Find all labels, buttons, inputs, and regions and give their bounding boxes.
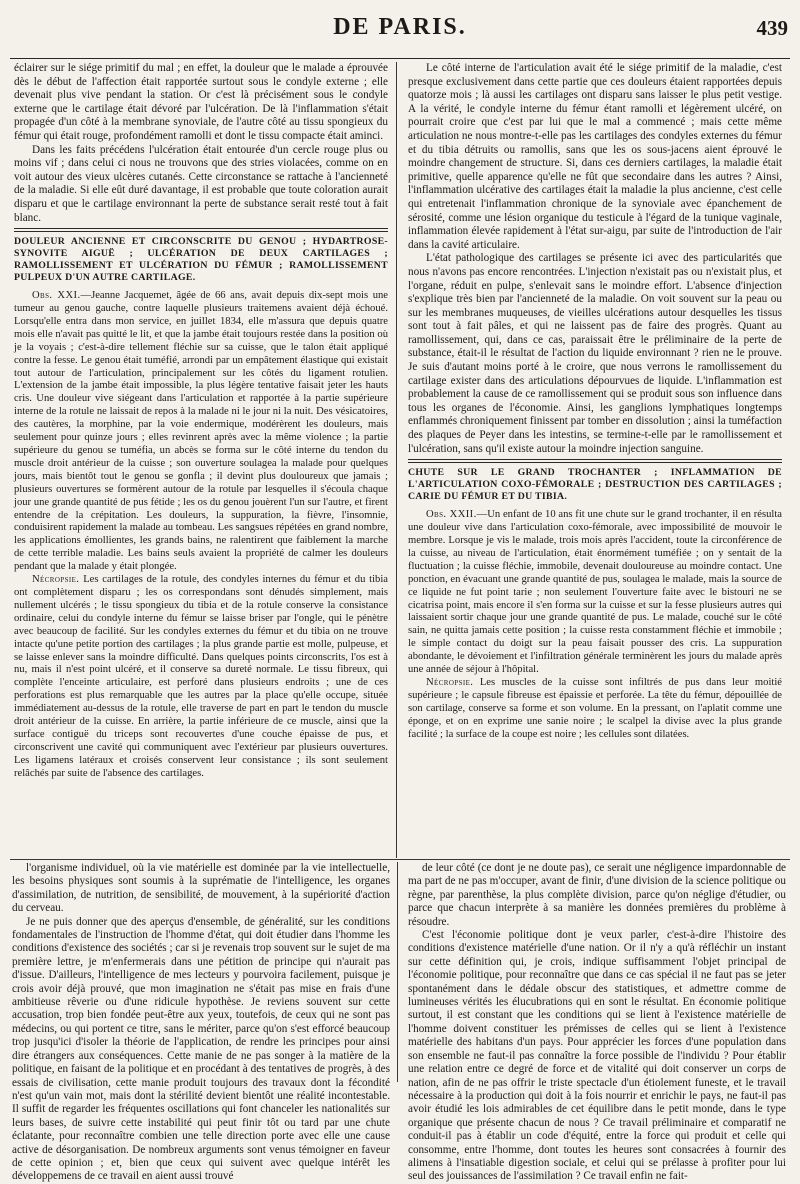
section-divider xyxy=(14,228,388,232)
left-paragraph-1: éclairer sur le siége primitif du mal ; en effet, la douleur que le malade a éprouvée dès le début de l'affection était rapportée surtout sous le condyle externe ; elle devenait plus vive pendant la station. Or c'est là précisément sous le condyle externe que le cartilage était dévoré par l'ulcération. De là l'inflammation s'était propagée d'un côté à la membrane synoviale, de l'autre côté au tissu spongieux du fémur qui était rouge, profondément ramolli et dont le tissu compacte était aminci. xyxy=(14,62,388,142)
section-divider xyxy=(408,459,782,463)
right-paragraph-1: Le côté interne de l'articulation avait été le siége primitif de la maladie, c'est presque exclusivement dans cette partie que ces douleurs étaient rapportées depuis quatorze mois ; là aussi les cartilages ont disparu sans laisser le plus petit vestige. A la vérité, le condyle interne du fémur étant ramolli et légèrement ulcéré, on pourrait croire que c'est par lui que le mal a commencé ; mais cette même articulation ne nous montre-t-elle pas les cartilages des condyles externes du fémur et du tibia détruits ou ramollis, sans que les os sous-jacens aient éprouvé le moindre changement de structure. Si, dans ces derniers cartilages, la maladie était primitive, quelle apparence qu'elle ne fût que secondaire dans les autres ? Ainsi, l'inflammation ulcérative des cartilages était la maladie la plus ancienne, c'est celle qui entretenait l'inflammation chronique de la synoviale avec épanchement de sérosité, comme une lésion organique du testicule à l'égard de la tunique vaginale, inflammation élevée rapidement à l'état sur-aigu, par suite de l'introduction de l'air dans la cavité articulaire. xyxy=(408,62,782,251)
left-column xyxy=(14,62,388,860)
right-column xyxy=(408,62,782,860)
page-number: 439 xyxy=(756,16,788,40)
feuilleton-left-paragraph-2: Je ne puis donner que des aperçus d'ensemble, de généralité, sur les conditions fondamentales de l'instruction de l'homme d'état, qui doit étudier dans l'homme les conditions d'existence des sociétés ; car si je revenais trop souvent sur le sujet de ma première lettre, je m'enfermerais dans une pétition de principe qui n'aurait pas d'issue. D'ailleurs, l'intelligence de mes lecteurs y pourvoira facilement, puisque je crois avoir déjà prouvé, que mon imagination ne s'était pas mise en frais d'une ambitieuse rêverie ou d'une ridicule hypothèse. Je reviens souvent sur cette accusation, trop bien fondée peut-être aux yeux, toutefois, de ceux qui ne sont pas médecins, ou qui portent ce titre, sans le mériter, parce qu'on s'est efforcé beaucoup trop jusqu'ici d'isoler la théorie de l'application, de rendre les principes pour ainsi dire étrangers aux conséquences. Cette manie de ne pas songer à la matière de la politique, en faisant de la politique et en procédant à des tentatives de progrès, à des essais de civilisation, cette manie produit toujours des travaux dont la fécondité n'est qu'un vain mot, mais dont la stérilité devient bientôt une réalité incontestable. Il suffit de regarder les fréquentes oscillations qui font chanceler les nationalités sur leurs bases, de suivre cette instabilité qui peut finir tôt ou tard par une chute éclatante, pour reconnaître combien une telle direction porte avec elle une cause active de désorganisation. De nombreux arguments sont venus témoigner en faveur de cette opinion ; et, bien que ceux qui suivent avec quelque intérêt les développemens de ce travail en aient aussi trouvé xyxy=(12,915,390,1183)
necropsie-label: Nécropsie. xyxy=(426,677,474,688)
page-header xyxy=(0,14,800,54)
masthead: DE PARIS. xyxy=(333,14,467,40)
feuilleton-rule xyxy=(10,859,790,860)
column-separator xyxy=(396,62,397,858)
feuilleton-left-column xyxy=(12,862,390,1183)
right-paragraph-2: L'état pathologique des cartilages se présente ici avec des particularités que nous n'avons pas encore rencontrées. L'injection n'existait pas ou n'existait plus, et l'organe, réduit en pulpe, s'enlevait sans le moindre effort. L'absence d'injection s'explique très bien par l'ancienneté de la maladie. On voit souvent sur la peau ou sur les membranes muqueuses, de vieilles ulcérations autour desquelles les tissus sont tout à fait pâles, et qui ne laissent pas de faire des progrès. Quant au ramollissement, qui, dans ce cas, paraissait être le préliminaire de la perte de substance, était-il le résultat de l'action du liquide environnant ? rien ne le prouve. Je suis d'autant moins porté à le croire, que nous verrons le ramollissement du cartilage exister dans des articulations dépourvues de liquide. L'inflammation est probablement la cause de ce ramollissement qui se produit sous son influence dans tous les organes de l'économie. Ainsi, les ganglions lymphatiques longtemps enflammés chroniquement finissent par tomber en dissolution ; ainsi la tuméfaction des plaques de Peyer dans les intestins, se termine-t-elle par le ramollissement et l'ulcération, sans qu'il existe autour la moindre injection sanguine. xyxy=(408,252,782,455)
obs-22-label: Obs. XXII. xyxy=(426,509,477,521)
obs-21-text: —Jeanne Jacquemet, âgée de 66 ans, avait depuis dix-sept mois une tumeur au genou gauche, contre laquelle plusieurs traitemens avaient déjà échoué. Lorsqu'elle entra dans mon service, en juillet 1834, elle m'assura que depuis quatre mois elle n'avait pas quitté le lit, et que la jambe était toujours restée dans la position où je la voyais ; c'est-à-dire tellement fléchie sur sa cuisse, que le talon était appliqué contre la fesse. Le genou était tuméfié, arrondi par un empâtement élastique qui existait tout autour de l'articulation, principalement sur les côtés du ligament rotulien. L'extension de la jambe était impossible, la plus légère tentative faisait jeter les hauts cris. Une douleur vive siégeant dans l'articulation et rapportée à la partie supérieure interne de la rotule ne laissait de repos à la malade ni le jour ni la nuit. Des vésicatoires, des cautères, la morphine, par la voie endermique, modérèrent les douleurs, mais seulement pour quinze jours ; elles revinrent après avec la même violence ; la partie supérieure du genou se tuméfia, un abcès se forma sur le côté interne du tendon du muscle droit antérieur de la cuisse ; son ouverture soulagea la malade pour quelques jours, mais bientôt tout le genou se gonfla ; il devint plus douloureux que jamais ; plusieurs ouvertures se formèrent autour de la rotule par lesquelles il s'écoula chaque jour une grande quantité de pus fétide ; les os du genou jouèrent l'un sur l'autre, et firent entendre de la crépitation. Les douleurs, la suppuration, la fièvre, l'insomnie, conduisirent rapidement la malade au tombeau. Les sangsues répétées en grand nombre, les applications émollientes, les grands bains, ne ralentirent que faiblement la marche de cette terrible maladie. Les bains seuls avaient la propriété de calmer les douleurs pendant que la malade y était plongée. xyxy=(14,290,388,573)
feuilleton-right-column xyxy=(408,862,786,1183)
header-rule xyxy=(10,58,790,59)
feuilleton-right-paragraph-1: de leur côté (ce dont je ne doute pas), ce serait une négligence impardonnable de ma part de ne pas m'occuper, avant de finir, d'une division de la science politique ou règne, par parenthèse, la plus complète division, parce qu'on néglige d'étudier, ou parce que chacun interprète à sa manière les données premières du problème à résoudre. xyxy=(408,862,786,928)
left-paragraph-2: Dans les faits précédens l'ulcération était entourée d'un cercle rouge plus ou moins vif ; dans celui ci nous ne trouvons que des stries violacées, comme on en voit autour des vieux ulcères cutanés. Cette circonstance se rattache à l'ancienneté de la maladie. Si elle eût duré davantage, il est probable que toute coloration aurait disparu et que le cartilage environnant la perte de substance serait resté tout à fait blanc. xyxy=(14,143,388,224)
obs-21-label: Obs. XXI. xyxy=(32,290,81,302)
necropsie-text: Les cartilages de la rotule, des condyles internes du fémur et du tibia ont complètement disparu ; les os correspondans sont dénudés simplement, mais nullement ulcérés ; le tissu spongieux du tibia et de la rotule conserve la consistance ordinaire, celui du condyle interne du fémur se laisse briser par l'ongle, qui le pénètre avec beaucoup de facilité. Sur les condyles externes du fémur et du tibia on ne trouve intacte qu'une petite portion des cartilages ; la plus grande partie est molle, pulpeuse, et se laisse enlever sans la moindre difficulté. Dans quelques points circonscrits, l'os est à nu, mais il n'est point ulcéré, et il conserve sa dureté normale. Le tissu fibreux, qui complète l'enceinte articulaire, est perforé dans plusieurs endroits ; une de ces perforations est plus remarquable que les autres par la place qu'elle occupe, située immédiatement au-dessus de la rotule, elle traverse de part en part le tendon du muscle droit antérieur de la cuisse. En arrière, la partie inférieure de ce muscle, ainsi que la surface contiguë du triceps sont recouvertes d'une couche épaisse de pus, et circonscrivent une cavité qui communiquent avec l'extérieur par plusieurs ouvertures. Les ligamens latéraux et croisés conservent leur consistance ; ils sont seulement relâchés par suite de l'absence des cartilages. xyxy=(14,574,388,779)
feuilleton-right-paragraph-2: C'est l'économie politique dont je veux parler, c'est-à-dire l'histoire des conditions d'existence matérielle d'une nation. Or il n'y a qu'à réfléchir un instant sur cette définition qui, je crois, indique suffisamment l'objet principal de l'économie politique, pour reconnaître que dans ce cas spécial il ne faut pas se jeter spontanément dans le dédale obscur des statistiques, et admettre comme de lumineuses vérités les élucubrations qui en sont le résultat. En économie politique surtout, il est constant que les conditions qui se lient à l'existence matérielle de l'homme doivent constituer les prémisses de celles qui se lient à l'existence matérielle des habitans d'un pays. Pour apprécier les forces d'une population dans son ensemble ne faut-il pas connaître la force possible de l'individu ? Pour établir une relation entre ce degré de force et de vitalité qui doit conserver un corps de nation, afin de ne pas offrir le triste spectacle d'un étiolement funeste, et le travail nécessaire à la production qui doit à la fois nourrir et enrichir le pays, ne faut-il pas avoir étudié les lois admirables de cet équilibre dans le petit monde, dans le type organique que présente chacun de nous ? Ce travail préliminaire et comparatif ne conduit-il pas à établir un code d'équité, entre la force qui produit et celle qui consomme, entre l'homme, dont toutes les heures sont consacrées à fournir des alimens à l'insatiable digestion sociale, et celui qui se prélasse à profiter pour lui seul des jouissances de l'assimilation ? Ce travail enfin ne fait- xyxy=(408,929,786,1183)
section-title-obs-21: DOULEUR ANCIENNE ET CIRCONSCRITE DU GENOU ; HYDARTROSE-SYNOVITE AIGUË ; ULCÉRATION DE DEUX CARTILAGES ; RAMOLLISSEMENT ET ULCÉRATION DU FÉMUR ; RAMOLLISSEMENT PULPEUX D'UN AUTRE CARTILAGE. xyxy=(14,236,388,284)
feuilleton-left-paragraph-1: l'organisme individuel, où la vie matérielle est dominée par la vie intellectuelle, les besoins physiques sont soumis à la suprématie de l'intelligence, les organes d'assimilation, de nutrition, de sensibilité, de mouvement, à la supériorité d'action du cerveau. xyxy=(12,862,390,915)
necropsie-text: Les muscles de la cuisse sont infiltrés de pus dans leur moitié supérieure ; le capsule fibreuse est épaissie et perforée. La tête du fémur, dépouillée de son cartilage, conserve sa forme et son volume. En la pressant, on l'aplatit comme une éponge, et on en exprime une sanie noire ; le scalpel la divise avec la plus grande facilité ; la surface de la coupe est noire ; les cellules sont dilatées. xyxy=(408,677,782,740)
obs-22-text: —Un enfant de 10 ans fit une chute sur le grand trochanter, il en résulta une douleur vive dans l'articulation coxo-fémorale, avec impossibilité de mouvoir le membre. Lorsque je vis le malade, trois mois après l'accident, toute la circonférence de la cuisse, au niveau de l'articulation, était énormément tuméfiée ; on y sentait de la fluctuation ; la cuisse fléchie, immobile, devenait douloureuse au moindre contact. Une ponction, en évacuant une grande quantité de pus, soulagea le malade, mais la source de ce liquide ne fut point tarie ; non seulement l'ouverture faite avec le bistouri ne se cicatrisa point, mais encore il s'en forma sur la cuisse et sur la fesse plusieurs autres qui laissaient sortir chaque jour une grande quantité de pus. Le malade, couché sur le côté sain, ne quitta jamais cette position ; la cuisse resta constamment fléchie et immobile ; le simple contact du doigt sur la peau faisait pousser des cris. La suppuration abondante, le dévoiement et l'infiltration générale terminèrent les jours du malade après une année de séjour à l'hôpital. xyxy=(408,509,783,676)
necropsie-label: Nécropsie. xyxy=(32,574,80,586)
feuilleton-column-separator xyxy=(397,862,398,1082)
section-title-obs-22: CHUTE SUR LE GRAND TROCHANTER ; INFLAMMATION DE L'ARTICULATION COXO-FÉMORALE ; DESTRUCTION DES CARTILAGES ; CARIE DU FÉMUR ET DU TIBIA. xyxy=(408,467,782,503)
